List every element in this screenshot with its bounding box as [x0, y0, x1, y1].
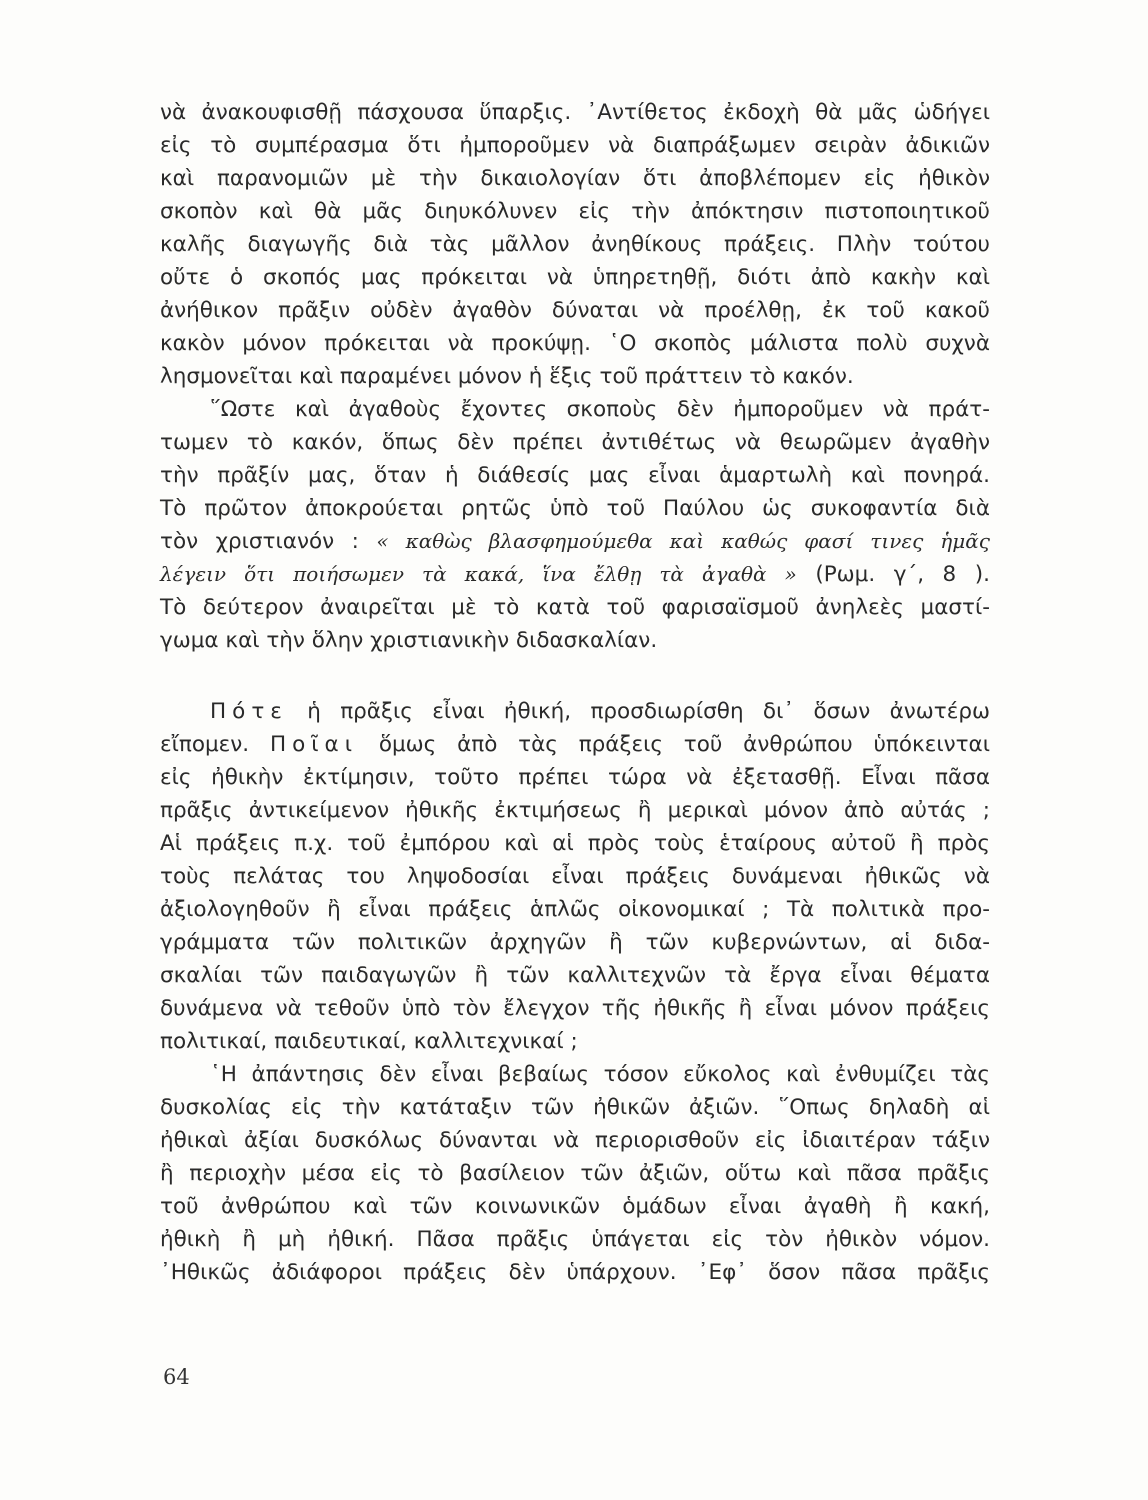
text-segment: καὶ παρανομιῶν μὲ τὴν δικαιολογίαν ὅτι ἀποβλέπομεν εἰς ἠθικὸν	[160, 166, 990, 191]
text-line	[160, 162, 990, 195]
text-segment: Τὸ δεύτερον ἀναιρεῖται μὲ τὸ κατὰ τοῦ φαρισαϊσμοῦ ἀνηλεὲς μαστί-	[160, 595, 990, 620]
text-segment: εἴπομεν.	[160, 732, 270, 757]
text-line	[160, 591, 990, 624]
text-segment: ὅμως ἀπὸ τὰς πράξεις τοῦ ἀνθρώπου ὑπόκεινται	[358, 732, 990, 757]
text-line	[160, 893, 990, 926]
text-segment: Τὸ πρῶτον ἀποκρούεται ρητῶς ὑπὸ τοῦ Παύλου ὡς συκοφαντία διὰ	[160, 496, 990, 521]
text-segment: σκαλίαι τῶν παιδαγωγῶν ἢ τῶν καλλιτεχνῶν τὰ ἔργα εἶναι θέματα	[160, 963, 990, 988]
emphasized-text: Ποῖαι	[269, 732, 358, 757]
text-segment: δυσκολίας εἰς τὴν κατάταξιν τῶν ἠθικῶν ἀξιῶν. ῞Οπως δηλαδὴ αἱ	[160, 1095, 990, 1120]
text-segment: ῞Ωστε καὶ ἀγαθοὺς ἔχοντες σκοποὺς δὲν ἠμποροῦμεν νὰ πράτ-	[210, 397, 990, 422]
text-line	[160, 1190, 990, 1223]
text-segment: ῾Η ἀπάντησις δὲν εἶναι βεβαίως τόσον εὔκολος καὶ ἐνθυμίζει τὰς	[210, 1062, 990, 1087]
text-segment: ἀξιολογηθοῦν ἢ εἶναι πράξεις ἁπλῶς οἰκονομικαί ; Τὰ πολιτικὰ προ-	[160, 897, 990, 922]
text-line	[160, 827, 990, 860]
text-segment: ἡ πρᾶξις εἶναι ἠθική, προσδιωρίσθη δι᾿ ὅσων ἀνωτέρω	[287, 699, 990, 724]
text-line	[160, 525, 990, 558]
page-number: 64	[163, 1365, 190, 1389]
text-line	[160, 1058, 990, 1091]
text-line	[160, 195, 990, 228]
text-line	[160, 426, 990, 459]
text-line	[160, 624, 990, 657]
text-segment: εἰς ἠθικὴν ἐκτίμησιν, τοῦτο πρέπει τώρα νὰ ἐξετασθῇ. Εἶναι πᾶσα	[160, 765, 990, 790]
text-segment: κακὸν μόνον πρόκειται νὰ προκύψῃ. ῾Ο σκοπὸς μάλιστα πολὺ συχνὰ	[160, 331, 990, 356]
text-segment: ᾿Ηθικῶς ἀδιάφοροι πράξεις δὲν ὑπάρχουν. ᾿Εφ᾿ ὅσον πᾶσα πρᾶξις	[160, 1260, 990, 1285]
text-line	[160, 393, 990, 426]
text-line	[160, 959, 990, 992]
text-line	[160, 860, 990, 893]
text-segment: (Ρωμ. γ΄, 8 ).	[796, 562, 990, 587]
text-segment: ἀνήθικον πρᾶξιν οὐδὲν ἀγαθὸν δύναται νὰ προέλθῃ, ἐκ τοῦ κακοῦ	[160, 298, 990, 323]
quotation-text: « καθὼς βλασφημούμεθα καὶ καθώς φασί τινες ἡμᾶς	[376, 529, 990, 553]
text-line	[160, 492, 990, 525]
text-segment: ἠθικαὶ ἀξίαι δυσκόλως δύνανται νὰ περιορισθοῦν εἰς ἰδιαιτέραν τάξιν	[160, 1128, 990, 1153]
text-line	[160, 327, 990, 360]
text-segment: τοῦ ἀνθρώπου καὶ τῶν κοινωνικῶν ὁμάδων εἶναι ἀγαθὴ ἢ κακή,	[160, 1194, 990, 1219]
text-line	[160, 228, 990, 261]
paragraph	[160, 1058, 990, 1289]
text-line	[160, 96, 990, 129]
paragraph	[160, 96, 990, 393]
text-line	[160, 695, 990, 728]
text-segment: νὰ ἀνακουφισθῇ πάσχουσα ὕπαρξις. ᾿Αντίθετος ἐκδοχὴ θὰ μᾶς ὡδήγει	[160, 100, 990, 125]
text-line	[160, 1025, 990, 1058]
text-line	[160, 1091, 990, 1124]
text-line	[160, 1256, 990, 1289]
text-line	[160, 261, 990, 294]
page-body	[160, 96, 990, 1289]
text-line	[160, 360, 990, 393]
text-segment: πρᾶξις ἀντικείμενον ἠθικῆς ἐκτιμήσεως ἢ μερικαὶ μόνον ἀπὸ αὐτάς ;	[160, 798, 990, 823]
text-line	[160, 1124, 990, 1157]
text-segment: δυνάμενα νὰ τεθοῦν ὑπὸ τὸν ἔλεγχον τῆς ἠθικῆς ἢ εἶναι μόνον πράξεις	[160, 996, 990, 1021]
text-line	[160, 761, 990, 794]
text-segment: ἠθικὴ ἢ μὴ ἠθική. Πᾶσα πρᾶξις ὑπάγεται εἰς τὸν ἠθικὸν νόμον.	[160, 1227, 990, 1252]
text-segment: Αἱ πράξεις π.χ. τοῦ ἐμπόρου καὶ αἱ πρὸς τοὺς ἑταίρους αὐτοῦ ἢ πρὸς	[160, 831, 990, 856]
text-line	[160, 129, 990, 162]
text-line	[160, 926, 990, 959]
emphasized-text: Πότε	[210, 699, 288, 724]
paragraph	[160, 393, 990, 657]
paragraph	[160, 695, 990, 1058]
text-line	[160, 992, 990, 1025]
text-segment: λησμονεῖται καὶ παραμένει μόνον ἡ ἕξις τοῦ πράττειν τὸ κακόν.	[160, 364, 854, 389]
text-segment: τὸν χριστιανόν :	[160, 529, 377, 554]
text-segment: πολιτικαί, παιδευτικαί, καλλιτεχνικαί ;	[160, 1029, 578, 1054]
text-segment: τὴν πρᾶξίν μας, ὅταν ἡ διάθεσίς μας εἶναι ἁμαρτωλὴ καὶ πονηρά.	[160, 463, 990, 488]
text-line	[160, 459, 990, 492]
text-segment: σκοπὸν καὶ θὰ μᾶς διηυκόλυνεν εἰς τὴν ἀπόκτησιν πιστοποιητικοῦ	[160, 199, 990, 224]
text-segment: τωμεν τὸ κακόν, ὅπως δὲν πρέπει ἀντιθέτως νὰ θεωρῶμεν ἀγαθὴν	[160, 430, 990, 455]
text-line	[160, 794, 990, 827]
text-segment: οὔτε ὁ σκοπός μας πρόκειται νὰ ὑπηρετηθῇ, διότι ἀπὸ κακὴν καὶ	[160, 265, 990, 290]
text-line	[160, 558, 990, 591]
text-line	[160, 1157, 990, 1190]
text-segment: εἰς τὸ συμπέρασμα ὅτι ἠμποροῦμεν νὰ διαπράξωμεν σειρὰν ἀδικιῶν	[160, 133, 990, 158]
quotation-text: λέγειν ὅτι ποιήσωμεν τὰ κακά, ἵνα ἔλθῃ τὰ ἀγαθὰ »	[160, 562, 797, 586]
text-line	[160, 1223, 990, 1256]
text-segment: ἢ περιοχὴν μέσα εἰς τὸ βασίλειον τῶν ἀξιῶν, οὕτω καὶ πᾶσα πρᾶξις	[160, 1161, 990, 1186]
text-line	[160, 294, 990, 327]
text-segment: τοὺς πελάτας του ληψοδοσίαι εἶναι πράξεις δυνάμεναι ἠθικῶς νὰ	[160, 864, 990, 889]
text-segment: γωμα καὶ τὴν ὅλην χριστιανικὴν διδασκαλίαν.	[160, 628, 658, 653]
text-segment: γράμματα τῶν πολιτικῶν ἀρχηγῶν ἢ τῶν κυβερνώντων, αἱ διδα-	[160, 930, 990, 955]
text-segment: καλῆς διαγωγῆς διὰ τὰς μᾶλλον ἀνηθίκους πράξεις. Πλὴν τούτου	[160, 232, 990, 257]
paragraph-gap	[160, 657, 990, 695]
text-line	[160, 728, 990, 761]
